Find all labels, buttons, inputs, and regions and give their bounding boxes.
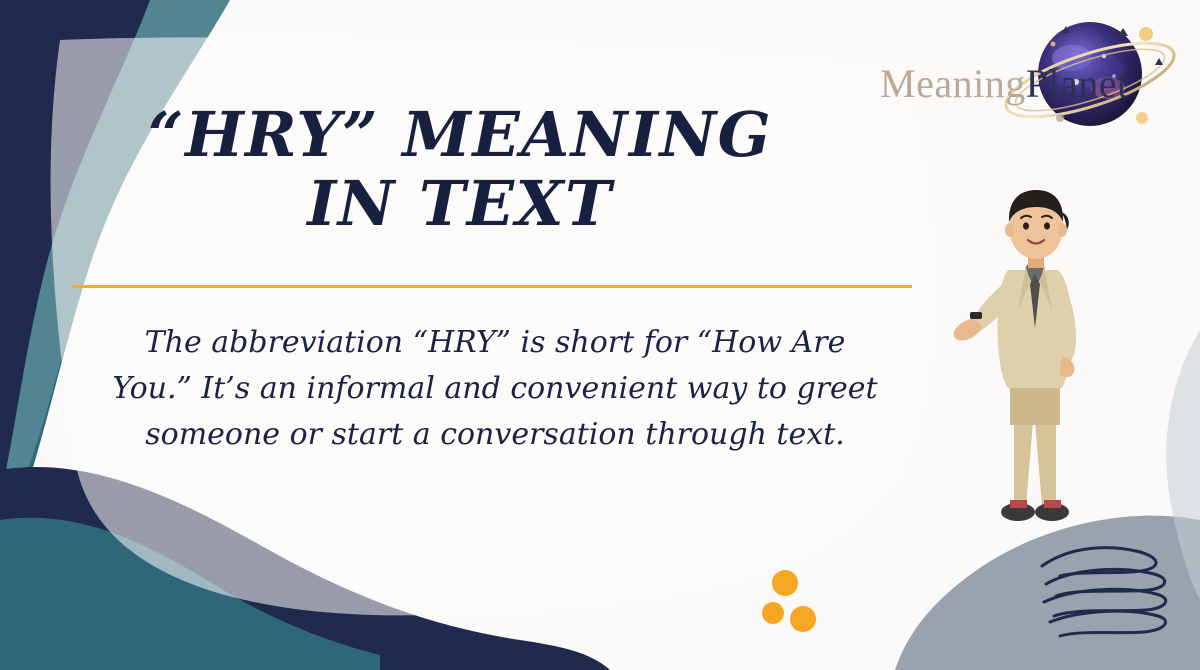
- dot-3: [790, 606, 816, 632]
- dot-2: [762, 602, 784, 624]
- logo[interactable]: [880, 22, 1180, 142]
- page-title: [60, 100, 860, 239]
- navy-scribble-doodle: [1030, 540, 1180, 650]
- businessman-illustration: [930, 160, 1160, 560]
- title-line-2: IN TEXT: [307, 167, 613, 241]
- title-line-1: “HRY” MEANING: [147, 98, 773, 171]
- gold-divider: [72, 285, 912, 288]
- dot-1: [772, 570, 798, 596]
- logo-word-one: Meaning: [880, 61, 1026, 106]
- definition-paragraph: The abbreviation “HRY” is short for “How Are You.” It’s an informal and convenient way to greet someone or start a conversation through text.: [112, 325, 878, 452]
- logo-text: [880, 60, 1129, 107]
- logo-word-two: Planet: [1025, 61, 1129, 106]
- orange-dots-cluster: [762, 570, 832, 640]
